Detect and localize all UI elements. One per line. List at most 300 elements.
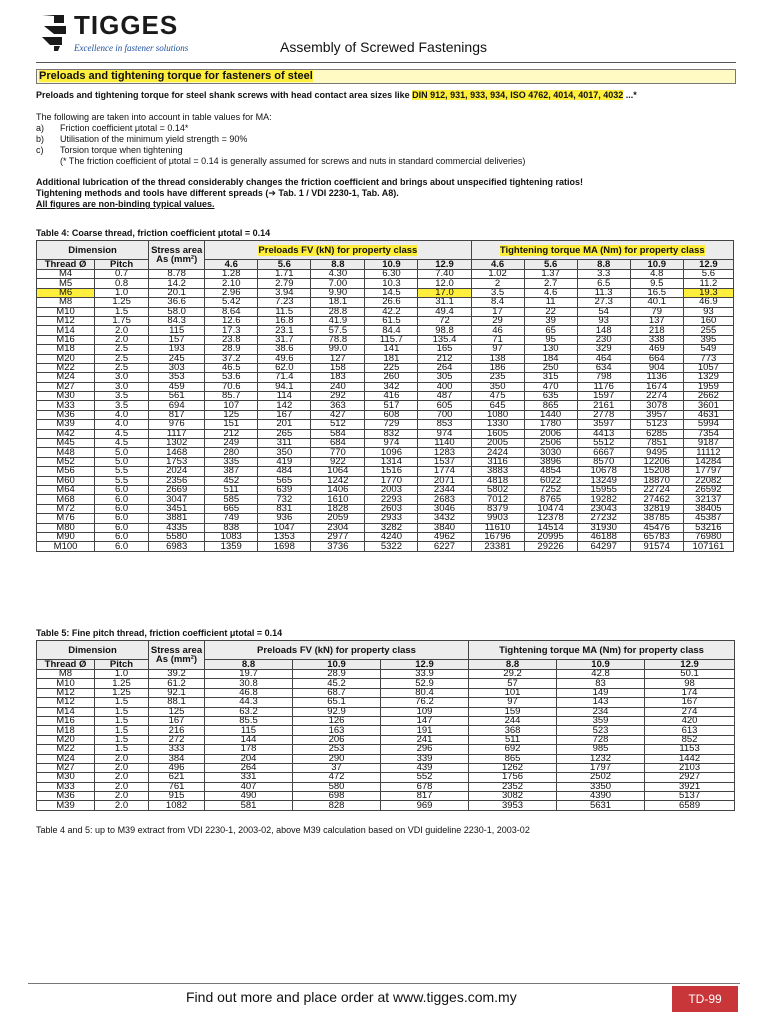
table-cell: 387 bbox=[205, 467, 258, 476]
table-row bbox=[37, 707, 735, 716]
table-cell: 2.0 bbox=[95, 792, 149, 801]
table-cell: 2.0 bbox=[95, 763, 149, 772]
document-title: Assembly of Screwed Fastenings bbox=[280, 39, 487, 55]
table-cell: 27462 bbox=[630, 495, 683, 504]
table-cell: 22082 bbox=[683, 476, 733, 485]
table-cell: 1080 bbox=[471, 410, 524, 419]
table-cell: 1442 bbox=[645, 754, 735, 763]
table-row bbox=[37, 382, 734, 391]
footer-link[interactable]: Find out more and place order at www.tigges.com.my bbox=[186, 989, 517, 1005]
table-cell: 37 bbox=[293, 763, 381, 772]
table-cell: 30.8 bbox=[205, 679, 293, 688]
table-cell: 2927 bbox=[645, 773, 735, 782]
brand-name: TIGGES bbox=[74, 10, 179, 40]
table-cell: 95 bbox=[524, 335, 577, 344]
table-cell: 2683 bbox=[418, 495, 471, 504]
table-cell: 511 bbox=[469, 735, 557, 744]
table-cell: 6.0 bbox=[95, 504, 149, 513]
table-cell: 3082 bbox=[469, 792, 557, 801]
table-cell: 39.2 bbox=[149, 670, 205, 679]
warning-line-1: Additional lubrication of the thread considerably changes the friction coefficient and brings about unspecified tightening ratios! bbox=[36, 177, 584, 187]
table-cell: 92.9 bbox=[293, 707, 381, 716]
table-cell: 6285 bbox=[630, 429, 683, 438]
header-property-class: 10.9 bbox=[557, 660, 645, 670]
header-property-class: 5.6 bbox=[524, 260, 577, 270]
table-cell: 29226 bbox=[524, 542, 577, 551]
table-row bbox=[37, 467, 734, 476]
table-cell: 1753 bbox=[149, 457, 205, 466]
table-cell: 368 bbox=[469, 726, 557, 735]
table-cell: 1.5 bbox=[95, 716, 149, 725]
table-cell: 19.3 bbox=[683, 288, 733, 297]
table-cell: 1.5 bbox=[95, 707, 149, 716]
table-cell: 1242 bbox=[311, 476, 365, 485]
lubrication-warning bbox=[36, 177, 736, 210]
table-cell: 7851 bbox=[630, 439, 683, 448]
table-cell: 16.8 bbox=[258, 316, 311, 325]
table-cell: 23.1 bbox=[258, 326, 311, 335]
table-cell: 19.7 bbox=[205, 670, 293, 679]
table-cell: 4818 bbox=[471, 476, 524, 485]
table-cell: 76980 bbox=[683, 532, 733, 541]
table-cell: 84.3 bbox=[149, 316, 205, 325]
table-cell: 28.9 bbox=[205, 345, 258, 354]
table-cell: 186 bbox=[471, 363, 524, 372]
table-cell: 487 bbox=[418, 392, 471, 401]
table-cell: 7252 bbox=[524, 485, 577, 494]
table-cell: 204 bbox=[205, 754, 293, 763]
table-cell: M52 bbox=[37, 457, 95, 466]
table-cell: 42.2 bbox=[365, 307, 418, 316]
table-cell: 2006 bbox=[524, 429, 577, 438]
table-cell: 7012 bbox=[471, 495, 524, 504]
table-cell: 142 bbox=[258, 401, 311, 410]
table-cell: 84.4 bbox=[365, 326, 418, 335]
table-cell: 773 bbox=[683, 354, 733, 363]
table-cell: 49.6 bbox=[258, 354, 311, 363]
table-cell: 2603 bbox=[365, 504, 418, 513]
table-cell: 9.90 bbox=[311, 288, 365, 297]
table-cell: 770 bbox=[311, 448, 365, 457]
table-cell: 798 bbox=[577, 373, 630, 382]
table-cell: 1.5 bbox=[95, 307, 149, 316]
table-cell: 5512 bbox=[577, 439, 630, 448]
table-cell: 296 bbox=[381, 745, 469, 754]
table-cell: 698 bbox=[293, 792, 381, 801]
table-cell: 98 bbox=[645, 679, 735, 688]
table-cell: 45476 bbox=[630, 523, 683, 532]
table-cell: 4.8 bbox=[630, 270, 683, 279]
table-cell: 18870 bbox=[630, 476, 683, 485]
table-cell: 395 bbox=[683, 335, 733, 344]
table-cell: 6667 bbox=[577, 448, 630, 457]
table-cell: 1.5 bbox=[95, 726, 149, 735]
table-cell: 585 bbox=[205, 495, 258, 504]
table-cell: 15208 bbox=[630, 467, 683, 476]
table-cell: 2506 bbox=[524, 439, 577, 448]
table-cell: 143 bbox=[557, 698, 645, 707]
tigges-logo[interactable] bbox=[36, 8, 206, 58]
table-cell: 272 bbox=[149, 735, 205, 744]
table-cell: 3.5 bbox=[95, 392, 149, 401]
table-cell: 206 bbox=[293, 735, 381, 744]
table-cell: 6022 bbox=[524, 476, 577, 485]
table-cell: 11610 bbox=[471, 523, 524, 532]
table-cell: 234 bbox=[557, 707, 645, 716]
table-cell: 64297 bbox=[577, 542, 630, 551]
table-cell: 3.94 bbox=[258, 288, 311, 297]
header-dimension: Dimension bbox=[37, 241, 149, 260]
table-cell: 2.0 bbox=[95, 801, 149, 810]
header-property-class: 12.9 bbox=[418, 260, 471, 270]
considerations-lead: The following are taken into account in table values for MA: bbox=[36, 112, 272, 122]
table-row bbox=[37, 688, 735, 697]
table-cell: 1117 bbox=[149, 429, 205, 438]
table-cell: 1140 bbox=[418, 439, 471, 448]
fine-thread-rows bbox=[37, 670, 735, 811]
table-cell: 9495 bbox=[630, 448, 683, 457]
table-cell: M5 bbox=[37, 279, 95, 288]
table-cell: 6.30 bbox=[365, 270, 418, 279]
table-cell: 181 bbox=[365, 354, 418, 363]
table-cell: 32137 bbox=[683, 495, 733, 504]
table-cell: 167 bbox=[645, 698, 735, 707]
table-cell: 472 bbox=[293, 773, 381, 782]
table-cell: 2778 bbox=[577, 410, 630, 419]
table-cell: 4240 bbox=[365, 532, 418, 541]
table-row bbox=[37, 439, 734, 448]
table-cell: 159 bbox=[469, 707, 557, 716]
table-cell: 31.1 bbox=[418, 298, 471, 307]
table-cell: 1770 bbox=[365, 476, 418, 485]
table-cell: 523 bbox=[557, 726, 645, 735]
table-cell: 692 bbox=[469, 745, 557, 754]
table-cell: 2344 bbox=[418, 485, 471, 494]
table-cell: 165 bbox=[418, 345, 471, 354]
table-cell: 339 bbox=[381, 754, 469, 763]
table-cell: 235 bbox=[471, 373, 524, 382]
table-cell: 865 bbox=[469, 754, 557, 763]
header-property-class: 8.8 bbox=[205, 660, 293, 670]
table-row bbox=[37, 773, 735, 782]
table-cell: 46.5 bbox=[205, 363, 258, 372]
table-cell: 584 bbox=[311, 429, 365, 438]
table-cell: 729 bbox=[365, 420, 418, 429]
intro-paragraph bbox=[36, 90, 736, 100]
table-cell: 639 bbox=[258, 485, 311, 494]
table-cell: 38.6 bbox=[258, 345, 311, 354]
table-cell: 350 bbox=[258, 448, 311, 457]
table-cell: 621 bbox=[149, 773, 205, 782]
table-cell: 2024 bbox=[149, 467, 205, 476]
table-cell: 5.5 bbox=[95, 476, 149, 485]
table-cell: 3282 bbox=[365, 523, 418, 532]
table-cell: 53216 bbox=[683, 523, 733, 532]
table-cell: 1698 bbox=[258, 542, 311, 551]
table-cell: 17 bbox=[471, 307, 524, 316]
table-cell: M27 bbox=[37, 763, 95, 772]
table-cell: 342 bbox=[365, 382, 418, 391]
table-cell: 135.4 bbox=[418, 335, 471, 344]
table-cell: M68 bbox=[37, 495, 95, 504]
table-row bbox=[37, 279, 734, 288]
table-cell: 2005 bbox=[471, 439, 524, 448]
table-cell: 8.64 bbox=[205, 307, 258, 316]
coarse-thread-table bbox=[36, 240, 734, 552]
table-cell: 1262 bbox=[469, 763, 557, 772]
table-cell: 1329 bbox=[683, 373, 733, 382]
table-cell: M6 bbox=[37, 288, 95, 297]
table-cell: 439 bbox=[381, 763, 469, 772]
table-cell: 634 bbox=[577, 363, 630, 372]
table-cell: 49.4 bbox=[418, 307, 471, 316]
table-cell: 255 bbox=[683, 326, 733, 335]
table-cell: 1232 bbox=[557, 754, 645, 763]
table-cell: 469 bbox=[630, 345, 683, 354]
table-cell: 2003 bbox=[365, 485, 418, 494]
header-preloads: Preloads FV (kN) for property class bbox=[205, 241, 471, 260]
table-row bbox=[37, 792, 735, 801]
table-cell: 694 bbox=[149, 401, 205, 410]
tigges-logo-mark-icon bbox=[40, 12, 68, 52]
table-row bbox=[37, 745, 735, 754]
table5-caption: Table 5: Fine pitch thread, friction coefficient μtotal = 0.14 bbox=[36, 628, 283, 638]
table-cell: 4.0 bbox=[95, 420, 149, 429]
table-cell: 3451 bbox=[149, 504, 205, 513]
table-cell: 817 bbox=[149, 410, 205, 419]
table-cell: 6.0 bbox=[95, 514, 149, 523]
table-cell: 115.7 bbox=[365, 335, 418, 344]
table-cell: 2103 bbox=[645, 763, 735, 772]
table-cell: 11.5 bbox=[258, 307, 311, 316]
table-cell: 97 bbox=[471, 345, 524, 354]
table-cell: 5994 bbox=[683, 420, 733, 429]
table-cell: 407 bbox=[205, 782, 293, 791]
table-cell: 274 bbox=[645, 707, 735, 716]
table-cell: 10474 bbox=[524, 504, 577, 513]
table-cell: 2.0 bbox=[95, 326, 149, 335]
header-preloads: Preloads FV (kN) for property class bbox=[205, 641, 469, 660]
table-cell: 470 bbox=[524, 382, 577, 391]
table-row bbox=[37, 716, 735, 725]
table-cell: M56 bbox=[37, 467, 95, 476]
table-cell: 1176 bbox=[577, 382, 630, 391]
table-cell: 1.5 bbox=[95, 745, 149, 754]
table-row bbox=[37, 345, 734, 354]
header-property-class: 5.6 bbox=[258, 260, 311, 270]
table-cell: 608 bbox=[365, 410, 418, 419]
table-cell: 27.3 bbox=[577, 298, 630, 307]
table-cell: 98.8 bbox=[418, 326, 471, 335]
table-cell: M10 bbox=[37, 307, 95, 316]
table-cell: M90 bbox=[37, 532, 95, 541]
table-cell: 3736 bbox=[311, 542, 365, 551]
table-cell: 985 bbox=[557, 745, 645, 754]
table-row bbox=[37, 392, 734, 401]
table-cell: 23.8 bbox=[205, 335, 258, 344]
table-cell: 1047 bbox=[258, 523, 311, 532]
table-row bbox=[37, 542, 734, 551]
table-cell: 11112 bbox=[683, 448, 733, 457]
table-row bbox=[37, 523, 734, 532]
table-cell: 12378 bbox=[524, 514, 577, 523]
table-cell: M14 bbox=[37, 326, 95, 335]
table-cell: 44.3 bbox=[205, 698, 293, 707]
table-cell: 831 bbox=[258, 504, 311, 513]
table-cell: 52.9 bbox=[381, 679, 469, 688]
table-cell: 1302 bbox=[149, 439, 205, 448]
table-cell: 974 bbox=[365, 439, 418, 448]
table-cell: 1136 bbox=[630, 373, 683, 382]
table-cell: 2.5 bbox=[95, 363, 149, 372]
table-cell: 8570 bbox=[577, 457, 630, 466]
table-cell: 974 bbox=[418, 429, 471, 438]
table-cell: 496 bbox=[149, 763, 205, 772]
table-cell: 2274 bbox=[630, 392, 683, 401]
table-cell: M33 bbox=[37, 401, 95, 410]
table-cell: 264 bbox=[205, 763, 293, 772]
table-row bbox=[37, 698, 735, 707]
table-cell: M100 bbox=[37, 542, 95, 551]
table-cell: 1.25 bbox=[95, 298, 149, 307]
table-cell: 2.5 bbox=[95, 345, 149, 354]
consideration-item: b) Utilisation of the minimum yield strength = 90% bbox=[36, 134, 248, 144]
table-cell: 4854 bbox=[524, 467, 577, 476]
table-cell: 6227 bbox=[418, 542, 471, 551]
table-cell: 329 bbox=[577, 345, 630, 354]
table-cell: 5322 bbox=[365, 542, 418, 551]
table-cell: 1774 bbox=[418, 467, 471, 476]
header-dimension: Dimension bbox=[37, 641, 149, 660]
table-cell: M10 bbox=[37, 679, 95, 688]
table-cell: 1.5 bbox=[95, 698, 149, 707]
table-cell: 1674 bbox=[630, 382, 683, 391]
table-cell: 147 bbox=[381, 716, 469, 725]
table-cell: 1.75 bbox=[95, 316, 149, 325]
table-cell: 484 bbox=[258, 467, 311, 476]
table-cell: 5137 bbox=[645, 792, 735, 801]
fine-thread-table bbox=[36, 640, 735, 811]
table-cell: 68.7 bbox=[293, 688, 381, 697]
table-cell: 4.6 bbox=[524, 288, 577, 297]
table-cell: 512 bbox=[311, 420, 365, 429]
intro-standards: DIN 912, 931, 933, 934, ISO 4762, 4014, 4017, 4032 bbox=[412, 90, 624, 100]
consideration-item: c) Torsion torque when tightening bbox=[36, 145, 183, 155]
table-cell: 2.10 bbox=[205, 279, 258, 288]
table-cell: 7.00 bbox=[311, 279, 365, 288]
table-cell: 125 bbox=[205, 410, 258, 419]
table-cell: 1.25 bbox=[95, 688, 149, 697]
table-cell: 72 bbox=[418, 316, 471, 325]
header-property-class: 12.9 bbox=[381, 660, 469, 670]
header-property-class: 10.9 bbox=[365, 260, 418, 270]
table-cell: M39 bbox=[37, 801, 95, 810]
table-cell: 1.71 bbox=[258, 270, 311, 279]
table-cell: M12 bbox=[37, 316, 95, 325]
table-cell: 1.0 bbox=[95, 288, 149, 297]
table-cell: 107161 bbox=[683, 542, 733, 551]
table-cell: 3881 bbox=[149, 514, 205, 523]
table-cell: 315 bbox=[524, 373, 577, 382]
table-cell: 4335 bbox=[149, 523, 205, 532]
header-property-class: 10.9 bbox=[630, 260, 683, 270]
table-cell: 14514 bbox=[524, 523, 577, 532]
table-cell: 149 bbox=[557, 688, 645, 697]
table-cell: 5.42 bbox=[205, 298, 258, 307]
brand-tagline: Excellence in fastener solutions bbox=[74, 43, 189, 53]
header-thread: Thread Ø bbox=[37, 260, 95, 270]
table-cell: 39 bbox=[524, 316, 577, 325]
table-cell: 148 bbox=[577, 326, 630, 335]
table-cell: 114 bbox=[258, 392, 311, 401]
table-cell: 2669 bbox=[149, 485, 205, 494]
table-cell: 216 bbox=[149, 726, 205, 735]
table-cell: 225 bbox=[365, 363, 418, 372]
table-cell: 1064 bbox=[311, 467, 365, 476]
table-cell: 191 bbox=[381, 726, 469, 735]
table-cell: 80.4 bbox=[381, 688, 469, 697]
table-cell: 58.0 bbox=[149, 307, 205, 316]
table-cell: 42.8 bbox=[557, 670, 645, 679]
table-cell: 4390 bbox=[557, 792, 645, 801]
table-cell: 125 bbox=[149, 707, 205, 716]
table-cell: 4413 bbox=[577, 429, 630, 438]
table-cell: 852 bbox=[645, 735, 735, 744]
table-cell: 6.0 bbox=[95, 532, 149, 541]
table-cell: 2071 bbox=[418, 476, 471, 485]
table-cell: 16.5 bbox=[630, 288, 683, 297]
table-cell: 7.23 bbox=[258, 298, 311, 307]
table-cell: 1.37 bbox=[524, 270, 577, 279]
source-note: Table 4 and 5: up to M39 extract from VDI 2230-1, 2003-02, above M39 calculation based on VDI guideline 2230-1, 2003-02 bbox=[36, 825, 530, 835]
table-cell: 250 bbox=[524, 363, 577, 372]
table-cell: 3350 bbox=[557, 782, 645, 791]
table-cell: M18 bbox=[37, 726, 95, 735]
table-cell: 5802 bbox=[471, 485, 524, 494]
table-cell: 420 bbox=[645, 716, 735, 725]
header-pitch: Pitch bbox=[95, 260, 149, 270]
header-property-class: 8.8 bbox=[311, 260, 365, 270]
table-cell: 62.0 bbox=[258, 363, 311, 372]
table-cell: 16796 bbox=[471, 532, 524, 541]
table-cell: 511 bbox=[205, 485, 258, 494]
table-cell: 6983 bbox=[149, 542, 205, 551]
table-cell: 0.7 bbox=[95, 270, 149, 279]
table-cell: 292 bbox=[311, 392, 365, 401]
table-cell: 240 bbox=[311, 382, 365, 391]
table-cell: 12.6 bbox=[205, 316, 258, 325]
table-cell: 6.0 bbox=[95, 495, 149, 504]
table-cell: 464 bbox=[577, 354, 630, 363]
table-cell: 6.0 bbox=[95, 523, 149, 532]
table-cell: 838 bbox=[205, 523, 258, 532]
table-cell: M22 bbox=[37, 745, 95, 754]
table-cell: 581 bbox=[205, 801, 293, 810]
table-cell: 141 bbox=[365, 345, 418, 354]
table-cell: 761 bbox=[149, 782, 205, 791]
table-cell: 11 bbox=[524, 298, 577, 307]
table-cell: 561 bbox=[149, 392, 205, 401]
table-cell: 193 bbox=[149, 345, 205, 354]
table-cell: 23381 bbox=[471, 542, 524, 551]
table-cell: 163 bbox=[293, 726, 381, 735]
table-cell: 1083 bbox=[205, 532, 258, 541]
table-cell: 6589 bbox=[645, 801, 735, 810]
table-cell: M36 bbox=[37, 792, 95, 801]
table-cell: 101 bbox=[469, 688, 557, 697]
table-cell: 212 bbox=[418, 354, 471, 363]
table-row bbox=[37, 532, 734, 541]
